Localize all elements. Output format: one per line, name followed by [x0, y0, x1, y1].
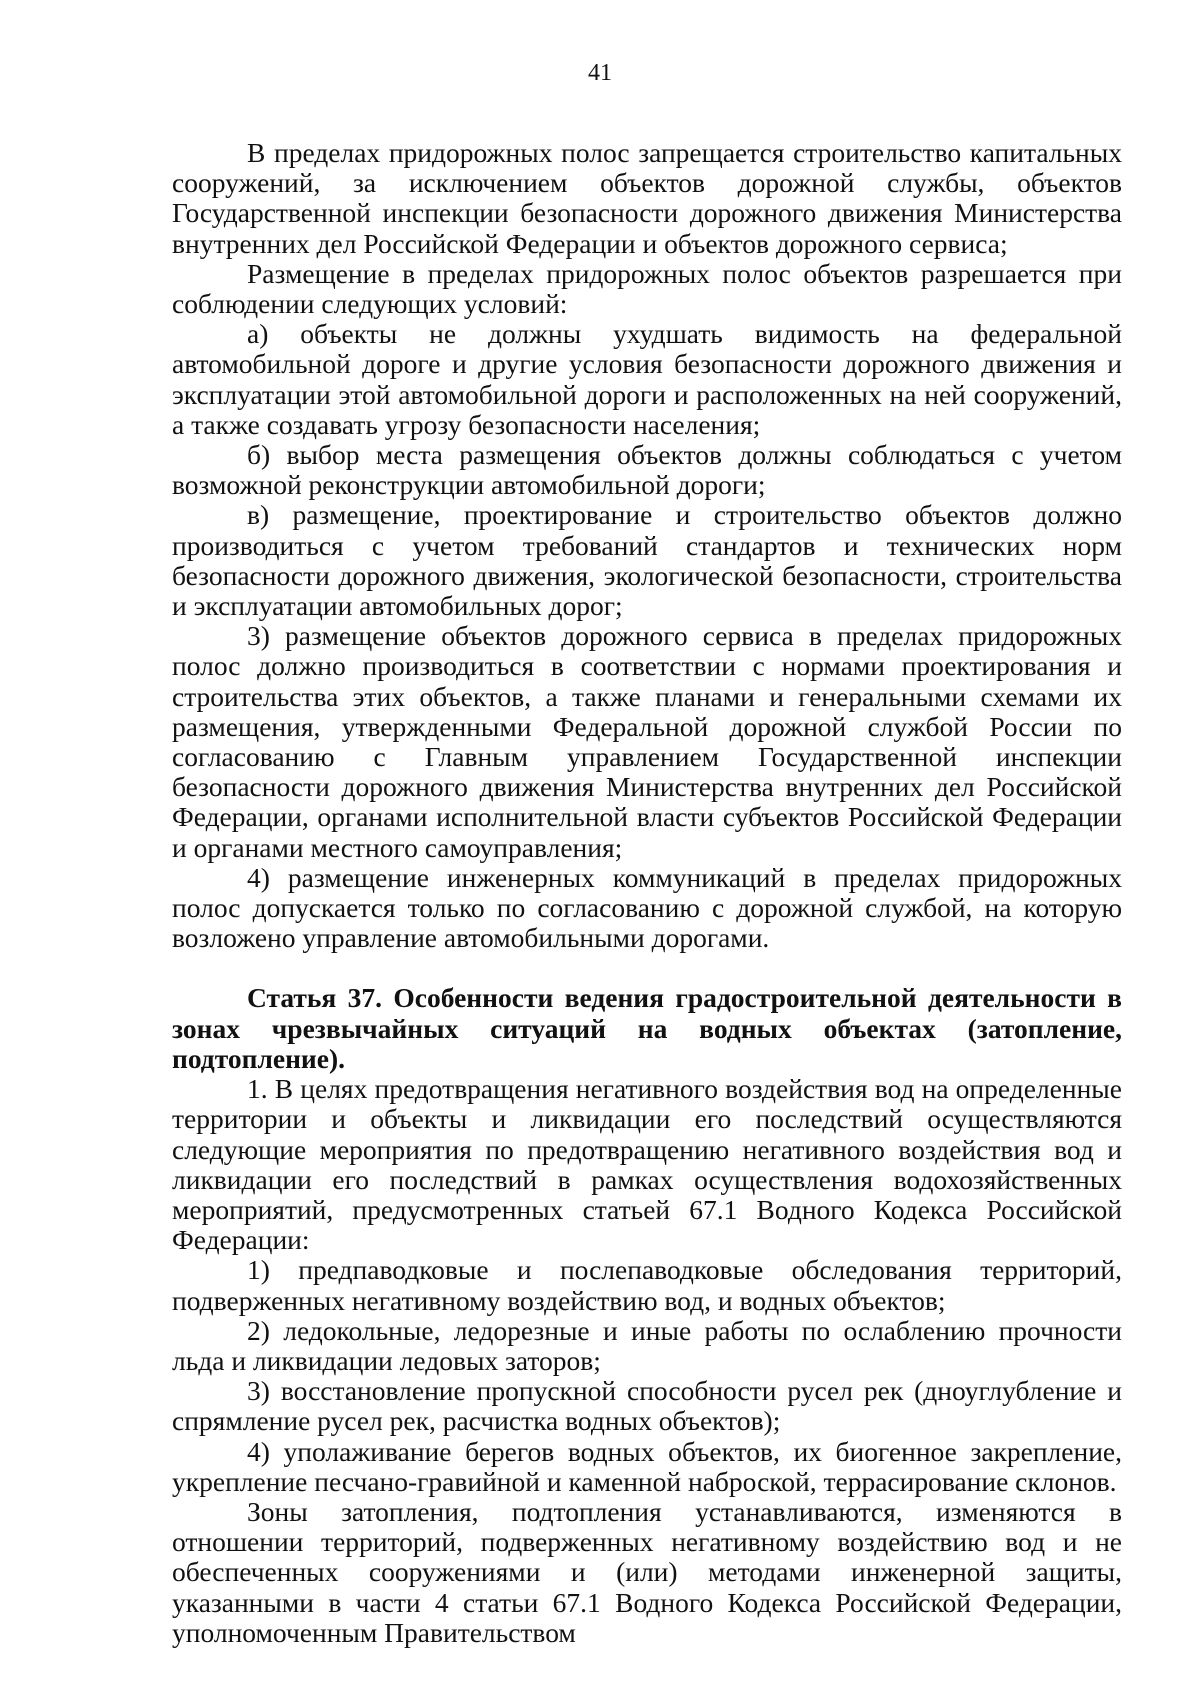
paragraph-item-3: 3) размещение объектов дорожного сервиса в пределах придорожных полос должно производиться в соответствии с нормами проектирования и строительства этих объектов, а также планами и генеральными схемами их размещения, утвержденными Федеральной дорожной службой России по согласованию с Главным управлением Государственной инспекции безопасности дорожного движения Министерства внутренних дел Российской Федерации, органами исполнительной власти субъектов Российской Федерации и органами местного самоуправления; [172, 620, 1122, 863]
article-item-3: 3) восстановление пропускной способности русел рек (дноуглубление и спрямление русел рек, расчистка водных объектов); [172, 1375, 1122, 1437]
article-37-heading: Статья 37. Особенности ведения градостроительной деятельности в зонах чрезвычайных ситуаций на водных объектах (затопление, подтопление). [172, 982, 1122, 1074]
article-item-2: 2) ледокольные, ледорезные и иные работы по ослаблению прочности льда и ликвидации ледовых заторов; [172, 1314, 1122, 1376]
page-content [172, 138, 1122, 1648]
paragraph-condition-b: б) выбор места размещения объектов должны соблюдаться с учетом возможной реконструкции автомобильной дороги; [172, 439, 1122, 501]
article-flood-zones-paragraph: Зоны затопления, подтопления устанавливаются, изменяются в отношении территорий, подверженных негативному воздействию вод и не обеспеченных сооружениями и (или) методами инженерной защиты, указанными в части 4 статьи 67.1 Водного Кодекса Российской Федерации, уполномоченным Правительством [172, 1495, 1122, 1648]
paragraph-item-4: 4) размещение инженерных коммуникаций в пределах придорожных полос допускается только по согласованию с дорожной службой, на которую возложено управление автомобильными дорогами. [172, 861, 1122, 954]
article-item-4: 4) уполаживание берегов водных объектов, их биогенное закрепление, укрепление песчано-гравийной и каменной наброской, террасирование склонов. [172, 1435, 1122, 1497]
paragraph-capital-construction-ban: В пределах придорожных полос запрещается строительство капитальных сооружений, за исключением объектов дорожной службы, объектов Государственной инспекции безопасности дорожного движения Министерства внутренних дел Российской Федерации и объектов дорожного сервиса; [172, 137, 1122, 259]
page-number: 41 [588, 60, 612, 86]
paragraph-condition-a: а) объекты не должны ухудшать видимость на федеральной автомобильной дороге и другие условия безопасности дорожного движения и эксплуатации этой автомобильной дороги и расположенных на ней сооружений, а также создавать угрозу безопасности населения; [172, 318, 1122, 440]
paragraph-condition-c: в) размещение, проектирование и строительство объектов должно производиться с учетом требований стандартов и технических норм безопасности дорожного движения, экологической безопасности, строительства и эксплуатации автомобильных дорог; [172, 499, 1122, 622]
paragraph-placement-conditions: Размещение в пределах придорожных полос объектов разрешается при соблюдении следующих условий: [172, 257, 1122, 320]
article-item-1: 1) предпаводковые и послепаводковые обследования территорий, подверженных негативному воздействию вод, и водных объектов; [172, 1254, 1122, 1316]
article-paragraph-1: 1. В целях предотвращения негативного воздействия вод на определенные территории и объекты и ликвидации его последствий осуществляются следующие мероприятия по предотвращению негативного воздействия вод и ликвидации его последствий в рамках осуществления водохозяйственных мероприятий, предусмотренных статьей 67.1 Водного Кодекса Российской Федерации: [172, 1073, 1122, 1256]
